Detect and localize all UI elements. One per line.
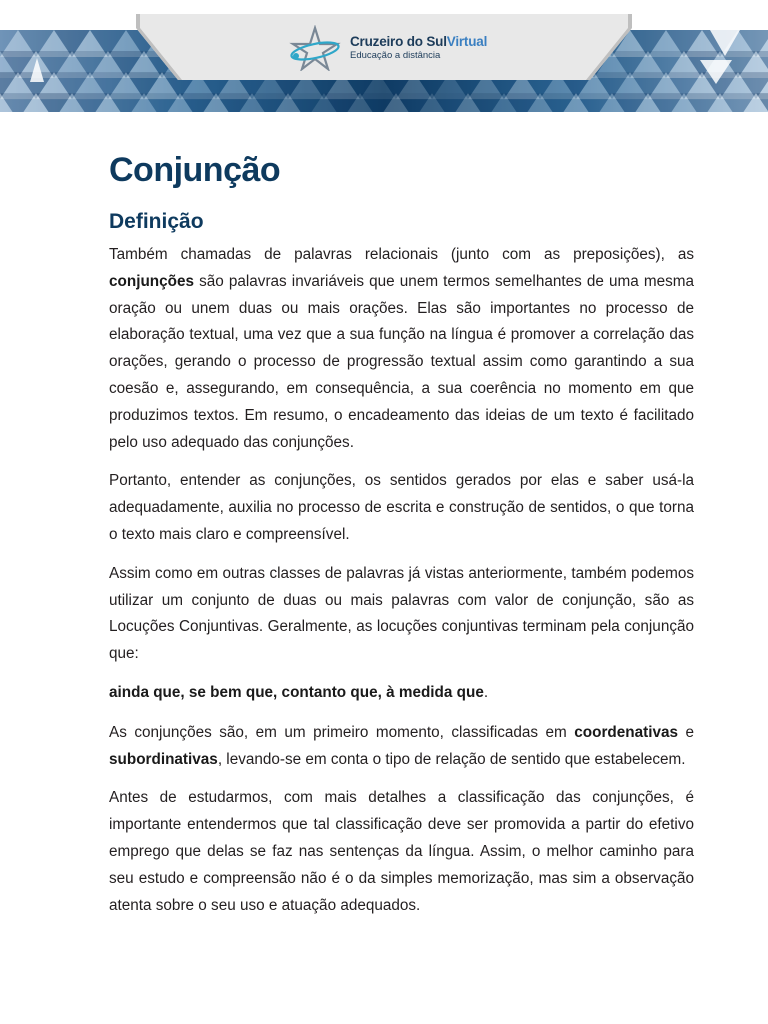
- bold-term: conjunções: [109, 272, 194, 290]
- brand-name: Cruzeiro do SulVirtual: [350, 34, 488, 50]
- bold-term: ainda que, se bem que, contanto que, à medida que: [109, 683, 484, 701]
- bold-term: coordenativas: [574, 723, 678, 741]
- brand-logo[interactable]: [288, 24, 487, 72]
- paragraph-purpose: Portanto, entender as conjunções, os sentidos gerados por elas e saber usá-la adequadamente, auxilia no processo de escrita e construção de sentidos, o que torna o texto mais claro e compreensível.: [109, 472, 694, 543]
- section-title: Definição: [109, 210, 204, 233]
- star-orbit-icon: [288, 25, 342, 71]
- bold-term: subordinativas: [109, 750, 218, 768]
- paragraph-locucoes: Assim como em outras classes de palavras já vistas anteriormente, também podemos utilizar um conjunto de duas ou mais palavras com valor de conjunção, são as Locuções Conjuntivas. Geralmente, as locuções conjuntivas terminam pela conjunção que:: [109, 564, 694, 663]
- document-body: [109, 150, 694, 931]
- page-title: Conjunção: [109, 151, 281, 189]
- paragraph-classification: As conjunções são, em um primeiro momento, classificadas em coordenativas e subordinativas, levando-se em conta o tipo de relação de sentido que estabelecem.: [109, 723, 694, 768]
- locucoes-examples: ainda que, se bem que, contanto que, à medida que.: [109, 683, 489, 701]
- brand-tagline: Educação a distância: [350, 49, 441, 61]
- paragraph-study-approach: Antes de estudarmos, com mais detalhes a classificação das conjunções, é importante entendermos que tal classificação deve ser promovida a partir do efetivo emprego que delas se faz nas sentenças da língua. Assim, o melhor caminho para seu estudo e compreensão não é o da simples memorização, mas sim a observação atenta sobre o seu uso e atuação adequados.: [109, 789, 694, 914]
- header-banner: [0, 0, 768, 112]
- paragraph-definition: Também chamadas de palavras relacionais (junto com as preposições), as conjunções são palavras invariáveis que unem termos semelhantes de uma mesma oração ou unem duas ou mais orações. Elas são importantes no processo de elaboração textual, uma vez que a sua função na língua é promover a correlação das orações, gerando o processo de progressão textual assim como garantindo a sua coesão e, assegurando, em consequência, a sua coerência no momento em que produzimos textos. Em resumo, o encadeamento das ideias de um texto é facilitado pelo uso adequado das conjunções.: [109, 246, 694, 451]
